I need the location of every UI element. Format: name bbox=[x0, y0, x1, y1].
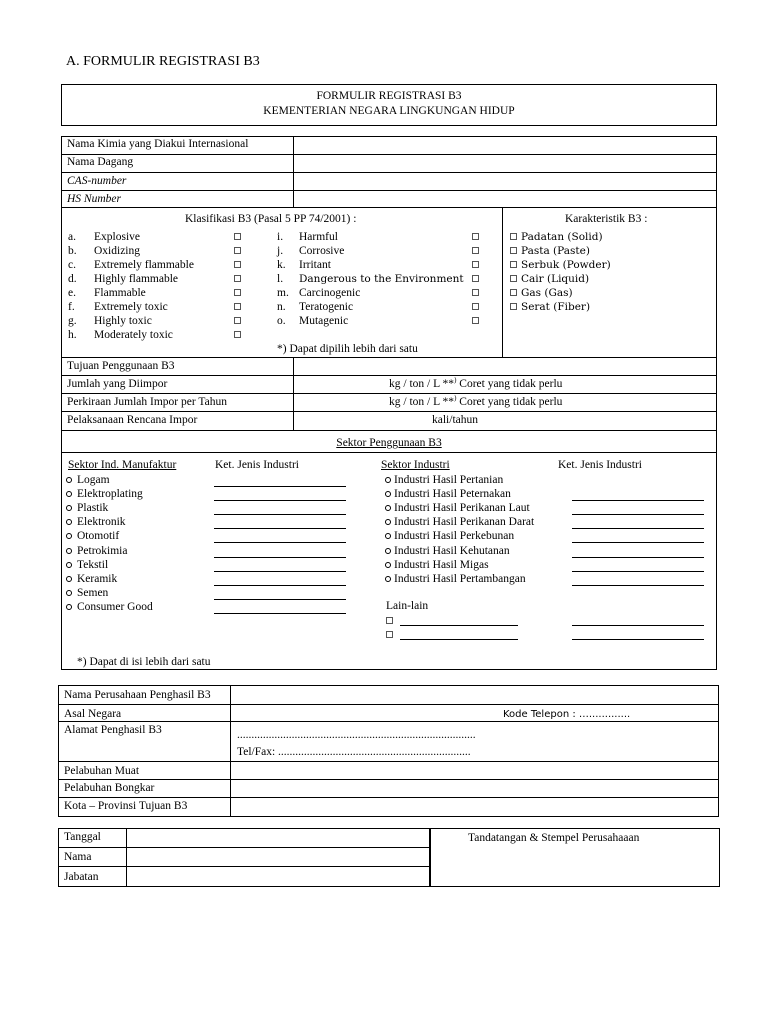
karakteristik-label: Serat (Fiber) bbox=[521, 301, 591, 313]
klasifikasi-checkbox[interactable] bbox=[234, 230, 241, 244]
page-heading: A. FORMULIR REGISTRASI B3 bbox=[66, 54, 260, 69]
manufaktur-label: Otomotif bbox=[77, 530, 120, 543]
klasifikasi-label: Irritant bbox=[299, 259, 331, 271]
klasifikasi-letter: n. bbox=[277, 301, 286, 313]
klasifikasi-letter: o. bbox=[277, 315, 286, 327]
sektor-col-industri-title: Sektor Industri bbox=[381, 459, 450, 471]
karakteristik-label: Pasta (Paste) bbox=[521, 245, 590, 257]
industri-label: Industri Hasil Perkebunan bbox=[394, 530, 515, 543]
klasifikasi-label: Extremely flammable bbox=[94, 259, 194, 271]
lain-lain-ket-field-1[interactable] bbox=[572, 625, 704, 626]
sektor-col-ket-1-title: Ket. Jenis Industri bbox=[215, 459, 300, 471]
manufaktur-label: Elektronik bbox=[77, 516, 126, 529]
manufaktur-label: Logam bbox=[77, 474, 110, 486]
industri-ket-field[interactable] bbox=[572, 500, 704, 501]
klasifikasi-checkbox[interactable] bbox=[472, 230, 479, 244]
radio-circle-icon[interactable] bbox=[66, 576, 72, 582]
karakteristik-item[interactable] bbox=[510, 286, 573, 300]
manufaktur-ket-field[interactable] bbox=[214, 514, 346, 515]
pelabuhan-muat-field[interactable] bbox=[232, 762, 717, 778]
klasifikasi-checkbox[interactable] bbox=[234, 244, 241, 258]
nama-field[interactable] bbox=[128, 848, 428, 865]
manufaktur-item[interactable] bbox=[66, 572, 117, 586]
lain-lain-field-1[interactable] bbox=[400, 625, 518, 626]
klasifikasi-letter: d. bbox=[68, 273, 77, 285]
hs-number-field[interactable] bbox=[295, 191, 715, 206]
company-label-pelabuhan-bongkar: Pelabuhan Bongkar bbox=[64, 782, 155, 794]
manufaktur-label: Plastik bbox=[77, 502, 109, 515]
karakteristik-label: Padatan (Solid) bbox=[521, 231, 603, 243]
lain-lain-label: Lain-lain bbox=[386, 600, 429, 612]
manufaktur-label: Consumer Good bbox=[77, 600, 153, 613]
klasifikasi-letter: l. bbox=[277, 273, 284, 285]
radio-circle-icon[interactable] bbox=[385, 519, 391, 525]
manufaktur-label: Keramik bbox=[77, 572, 118, 585]
radio-circle-icon[interactable] bbox=[66, 505, 72, 511]
industri-label: Industri Hasil Perikanan Darat bbox=[394, 516, 535, 529]
sektor-note: *) Dapat di isi lebih dari satu bbox=[77, 656, 211, 668]
klasifikasi-label: Carcinogenic bbox=[299, 287, 361, 299]
klasifikasi-label: Moderately toxic bbox=[94, 329, 173, 341]
klasifikasi-letter: b. bbox=[68, 245, 77, 257]
tujuan-field[interactable] bbox=[295, 358, 715, 374]
industri-item[interactable] bbox=[385, 487, 511, 501]
karakteristik-item[interactable] bbox=[510, 272, 589, 286]
manufaktur-ket-field[interactable] bbox=[214, 486, 346, 487]
chemical-name-field[interactable] bbox=[295, 137, 715, 153]
lain-lain-checkbox-2[interactable] bbox=[386, 628, 393, 642]
klasifikasi-checkbox[interactable] bbox=[234, 258, 241, 272]
klasifikasi-checkbox[interactable] bbox=[472, 244, 479, 258]
klasifikasi-letter: i. bbox=[277, 231, 284, 243]
industri-ket-field[interactable] bbox=[572, 557, 704, 558]
klasifikasi-checkbox[interactable] bbox=[472, 300, 479, 314]
jabatan-field[interactable] bbox=[128, 867, 428, 886]
sektor-col-manufaktur-title: Sektor Ind. Manufaktur bbox=[68, 459, 177, 471]
industri-label: Industri Hasil Kehutanan bbox=[394, 544, 510, 557]
company-label-pelabuhan-muat: Pelabuhan Muat bbox=[64, 765, 140, 777]
pelaksanaan-unit-text: kali/tahun bbox=[432, 414, 478, 426]
klasifikasi-checkbox[interactable] bbox=[472, 314, 479, 328]
signature-label-tanggal: Tanggal bbox=[64, 831, 101, 843]
radio-circle-icon[interactable] bbox=[385, 548, 391, 554]
tanggal-field[interactable] bbox=[128, 829, 428, 846]
karakteristik-item[interactable] bbox=[510, 230, 603, 244]
manufaktur-item[interactable] bbox=[66, 558, 108, 572]
klasifikasi-letter: k. bbox=[277, 259, 286, 271]
manufaktur-item[interactable] bbox=[66, 487, 143, 501]
industri-item[interactable] bbox=[385, 473, 503, 487]
klasifikasi-letter: g. bbox=[68, 315, 77, 327]
karakteristik-checkbox[interactable] bbox=[510, 303, 517, 310]
manufaktur-item[interactable] bbox=[66, 600, 153, 614]
manufaktur-ket-field[interactable] bbox=[214, 599, 346, 600]
header-line-2: KEMENTERIAN NEGARA LINGKUNGAN HIDUP bbox=[263, 105, 515, 117]
karakteristik-checkbox[interactable] bbox=[510, 289, 517, 296]
sektor-title: Sektor Penggunaan B3 bbox=[336, 437, 442, 449]
industri-label: Industri Hasil Perikanan Laut bbox=[394, 502, 530, 515]
klasifikasi-letter: a. bbox=[68, 231, 76, 243]
radio-circle-icon[interactable] bbox=[385, 576, 391, 582]
radio-circle-icon[interactable] bbox=[66, 491, 72, 497]
karakteristik-label: Serbuk (Powder) bbox=[521, 259, 611, 271]
klasifikasi-note: *) Dapat dipilih lebih dari satu bbox=[277, 343, 418, 355]
sektor-col-ket-2-title: Ket. Jenis Industri bbox=[558, 459, 643, 471]
pelabuhan-bongkar-field[interactable] bbox=[232, 780, 717, 796]
radio-circle-icon[interactable] bbox=[385, 533, 391, 539]
radio-circle-icon[interactable] bbox=[66, 519, 72, 525]
radio-circle-icon[interactable] bbox=[385, 477, 391, 483]
klasifikasi-label: Teratogenic bbox=[299, 301, 354, 313]
industri-label: Industri Hasil Peternakan bbox=[394, 488, 511, 501]
klasifikasi-checkbox[interactable] bbox=[234, 314, 241, 328]
karakteristik-checkbox[interactable] bbox=[510, 261, 517, 268]
klasifikasi-label: Corrosive bbox=[299, 245, 345, 257]
karakteristik-checkbox[interactable] bbox=[510, 247, 517, 254]
klasifikasi-letter: c. bbox=[68, 259, 76, 271]
company-label-alamat: Alamat Penghasil B3 bbox=[64, 724, 162, 736]
radio-circle-icon[interactable] bbox=[385, 562, 391, 568]
industri-item[interactable] bbox=[385, 558, 489, 572]
manufaktur-item[interactable] bbox=[66, 529, 119, 543]
company-label-asal-negara: Asal Negara bbox=[64, 708, 122, 720]
lain-lain-ket-field-2[interactable] bbox=[572, 639, 704, 640]
identity-label-trade-name: Nama Dagang bbox=[67, 156, 134, 168]
klasifikasi-label: Flammable bbox=[94, 287, 146, 299]
klasifikasi-title: Klasifikasi B3 (Pasal 5 PP 74/2001) : bbox=[185, 213, 357, 225]
kode-telepon-text: Kode Telepon : …............. bbox=[503, 709, 631, 720]
industri-label: Industri Hasil Migas bbox=[394, 558, 489, 571]
radio-circle-icon[interactable] bbox=[66, 590, 72, 596]
manufaktur-item[interactable] bbox=[66, 586, 108, 600]
perkiraan-unit-text: kg / ton / L **) Coret yang tidak perlu bbox=[389, 394, 563, 408]
industri-ket-field[interactable] bbox=[572, 528, 704, 529]
klasifikasi-label: Dangerous to the Environment bbox=[299, 273, 464, 285]
industri-ket-field[interactable] bbox=[572, 571, 704, 572]
telfax-text[interactable]: Tel/Fax: ................................................................... bbox=[237, 746, 471, 758]
klasifikasi-label: Extremely toxic bbox=[94, 301, 168, 313]
manufaktur-item[interactable] bbox=[66, 473, 110, 487]
radio-circle-icon[interactable] bbox=[385, 491, 391, 497]
identity-label-hs-number: HS Number bbox=[67, 193, 121, 205]
company-label-nama: Nama Perusahaan Penghasil B3 bbox=[64, 689, 211, 701]
industri-item[interactable] bbox=[385, 515, 534, 529]
radio-circle-icon[interactable] bbox=[66, 562, 72, 568]
klasifikasi-label: Explosive bbox=[94, 231, 140, 243]
lain-lain-field-2[interactable] bbox=[400, 639, 518, 640]
manufaktur-ket-field[interactable] bbox=[214, 585, 346, 586]
klasifikasi-checkbox[interactable] bbox=[472, 258, 479, 272]
klasifikasi-label: Harmful bbox=[299, 231, 338, 243]
klasifikasi-label: Oxidizing bbox=[94, 245, 140, 257]
radio-circle-icon[interactable] bbox=[66, 548, 72, 554]
industri-item[interactable] bbox=[385, 572, 526, 586]
manufaktur-ket-field[interactable] bbox=[214, 500, 346, 501]
manufaktur-ket-field[interactable] bbox=[214, 528, 346, 529]
manufaktur-ket-field[interactable] bbox=[214, 557, 346, 558]
karakteristik-label: Gas (Gas) bbox=[521, 287, 573, 299]
lain-lain-checkbox-1[interactable] bbox=[386, 614, 393, 628]
klasifikasi-checkbox[interactable] bbox=[472, 286, 479, 300]
radio-circle-icon[interactable] bbox=[66, 604, 72, 610]
usage-label-jumlah: Jumlah yang Diimpor bbox=[67, 378, 168, 390]
karakteristik-label: Cair (Liquid) bbox=[521, 273, 590, 285]
klasifikasi-checkbox[interactable] bbox=[472, 272, 479, 286]
manufaktur-label: Elektroplating bbox=[77, 488, 143, 501]
karakteristik-item[interactable] bbox=[510, 244, 590, 258]
kota-provinsi-field[interactable] bbox=[232, 798, 717, 816]
karakteristik-checkbox[interactable] bbox=[510, 275, 517, 282]
klasifikasi-checkbox[interactable] bbox=[234, 272, 241, 286]
klasifikasi-checkbox[interactable] bbox=[234, 300, 241, 314]
manufaktur-label: Semen bbox=[77, 586, 109, 599]
company-name-field[interactable] bbox=[232, 686, 717, 703]
klasifikasi-letter: f. bbox=[68, 301, 75, 313]
radio-circle-icon[interactable] bbox=[385, 505, 391, 511]
klasifikasi-letter: j. bbox=[277, 245, 284, 257]
identity-label-cas-number: CAS-number bbox=[67, 175, 127, 187]
klasifikasi-label: Highly toxic bbox=[94, 315, 152, 327]
trade-name-field[interactable] bbox=[295, 155, 715, 171]
manufaktur-label: Tekstil bbox=[77, 558, 109, 571]
manufaktur-label: Petrokimia bbox=[77, 544, 128, 557]
manufaktur-ket-field[interactable] bbox=[214, 613, 346, 614]
manufaktur-ket-field[interactable] bbox=[214, 571, 346, 572]
karakteristik-title: Karakteristik B3 : bbox=[565, 213, 648, 225]
industri-ket-field[interactable] bbox=[572, 542, 704, 543]
signature-label-jabatan: Jabatan bbox=[64, 871, 99, 883]
jumlah-unit-text: kg / ton / L **) Coret yang tidak perlu bbox=[389, 376, 563, 390]
company-label-kota-provinsi: Kota – Provinsi Tujuan B3 bbox=[64, 800, 188, 812]
usage-label-tujuan: Tujuan Penggunaan B3 bbox=[67, 360, 175, 372]
klasifikasi-letter: h. bbox=[68, 329, 77, 341]
industri-item[interactable] bbox=[385, 501, 530, 515]
usage-label-perkiraan: Perkiraan Jumlah Impor per Tahun bbox=[67, 396, 227, 408]
karakteristik-item[interactable] bbox=[510, 258, 611, 272]
radio-circle-icon[interactable] bbox=[66, 533, 72, 539]
klasifikasi-checkbox[interactable] bbox=[234, 328, 241, 342]
karakteristik-item[interactable] bbox=[510, 300, 590, 314]
industri-item[interactable] bbox=[385, 544, 510, 558]
klasifikasi-checkbox[interactable] bbox=[234, 286, 241, 300]
industri-ket-field[interactable] bbox=[572, 514, 704, 515]
industri-label: Industri Hasil Pertambangan bbox=[394, 572, 526, 585]
manufaktur-item[interactable] bbox=[66, 544, 127, 558]
manufaktur-ket-field[interactable] bbox=[214, 542, 346, 543]
radio-circle-icon[interactable] bbox=[66, 477, 72, 483]
klasifikasi-label: Highly flammable bbox=[94, 273, 178, 285]
header-line-1: FORMULIR REGISTRASI B3 bbox=[316, 90, 462, 102]
cas-number-field[interactable] bbox=[295, 173, 715, 189]
signature-stamp-label: Tandatangan & Stempel Perusahaaan bbox=[468, 832, 640, 844]
manufaktur-item[interactable] bbox=[66, 515, 126, 529]
identity-label-chemical-name: Nama Kimia yang Diakui Internasional bbox=[67, 138, 249, 150]
klasifikasi-label: Mutagenic bbox=[299, 315, 349, 327]
industri-item[interactable] bbox=[385, 529, 514, 543]
klasifikasi-letter: e. bbox=[68, 287, 76, 299]
manufaktur-item[interactable] bbox=[66, 501, 108, 515]
usage-label-pelaksanaan: Pelaksanaan Rencana Impor bbox=[67, 414, 198, 426]
karakteristik-checkbox[interactable] bbox=[510, 233, 517, 240]
industri-label: Industri Hasil Pertanian bbox=[394, 474, 504, 486]
industri-ket-field[interactable] bbox=[572, 585, 704, 586]
klasifikasi-letter: m. bbox=[277, 287, 289, 299]
address-dots[interactable]: ................................................................................... bbox=[237, 729, 476, 741]
signature-label-nama: Nama bbox=[64, 851, 92, 863]
